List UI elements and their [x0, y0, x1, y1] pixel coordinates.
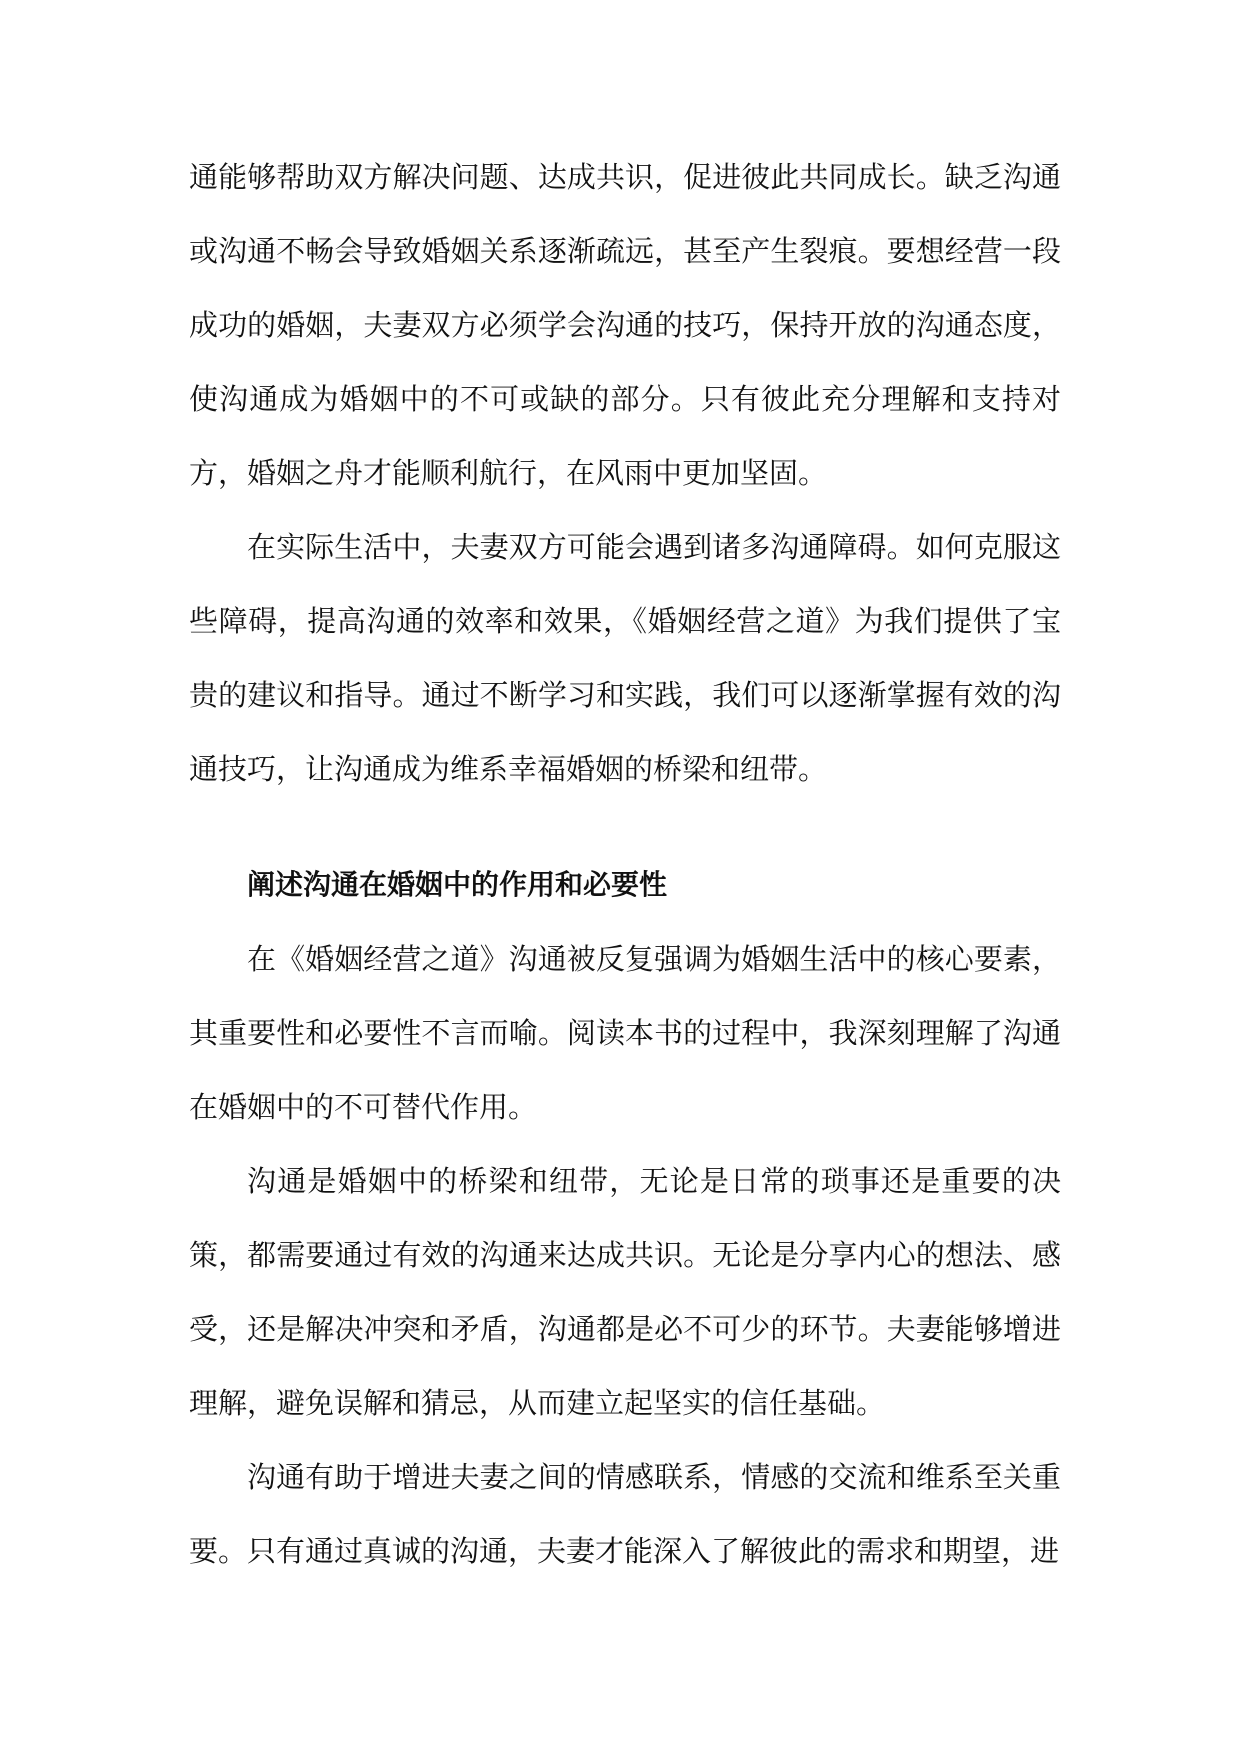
paragraph-communication-obstacles: 在实际生活中，夫妻双方可能会遇到诸多沟通障碍。如何克服这些障碍，提高沟通的效率和效果，《婚姻经营之道》为我们提供了宝贵的建议和指导。通过不断学习和实践，我们可以逐渐掌握有效的沟通技巧，让沟通成为维系幸福婚姻的桥梁和纽带。 [189, 530, 1061, 786]
paragraph-core-element: 在《婚姻经营之道》沟通被反复强调为婚姻生活中的核心要素，其重要性和必要性不言而喻。阅读本书的过程中，我深刻理解了沟通在婚姻中的不可替代作用。 [189, 942, 1061, 1124]
paragraph-continuation: 通能够帮助双方解决问题、达成共识，促进彼此共同成长。缺乏沟通或沟通不畅会导致婚姻关系逐渐疏远，甚至产生裂痕。要想经营一段成功的婚姻，夫妻双方必须学会沟通的技巧，保持开放的沟通态度，使沟通成为婚姻中的不可或缺的部分。只有彼此充分理解和支持对方，婚姻之舟才能顺利航行，在风雨中更加坚固。 [189, 160, 1061, 490]
section-heading: 阐述沟通在婚姻中的作用和必要性 [247, 868, 668, 901]
paragraph-bridge-and-bond: 沟通是婚姻中的桥梁和纽带，无论是日常的琐事还是重要的决策，都需要通过有效的沟通来达成共识。无论是分享内心的想法、感受，还是解决冲突和矛盾，沟通都是必不可少的环节。夫妻能够增进理解，避免误解和猜忌，从而建立起坚实的信任基础。 [189, 1164, 1061, 1420]
paragraph-emotional-connection: 沟通有助于增进夫妻之间的情感联系，情感的交流和维系至关重要。只有通过真诚的沟通，夫妻才能深入了解彼此的需求和期望，进 [189, 1460, 1061, 1568]
document-body [189, 140, 1061, 1588]
